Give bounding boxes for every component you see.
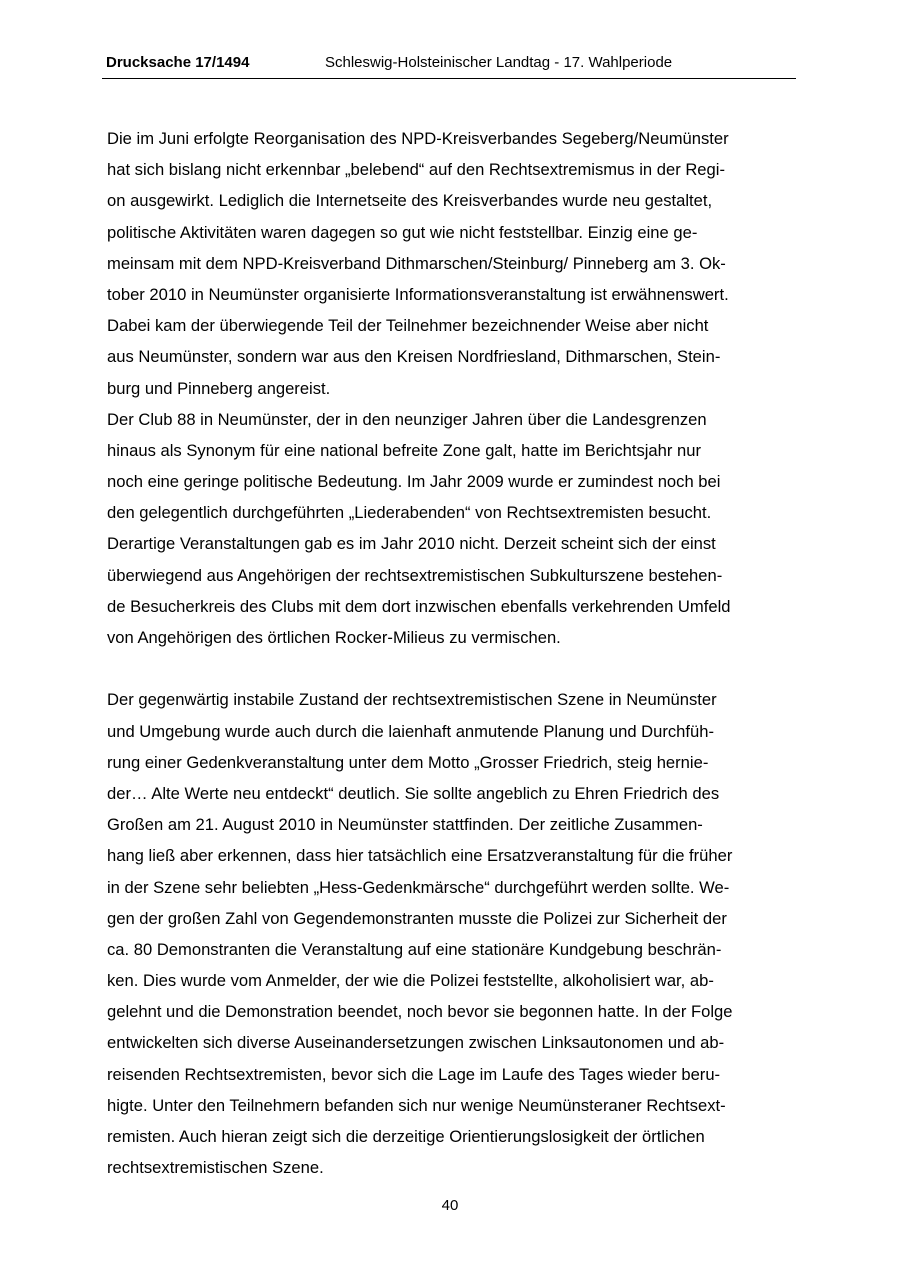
text-line: den gelegentlich durchgeführten „Liederabenden“ von Rechtsextremisten besucht.: [107, 503, 712, 523]
text-line: in der Szene sehr beliebten „Hess-Gedenkmärsche“ durchgeführt werden sollte. We-: [107, 877, 730, 897]
text-line: von Angehörigen des örtlichen Rocker-Milieus zu vermischen.: [107, 628, 561, 647]
text-line: hang ließ aber erkennen, dass hier tatsächlich eine Ersatzveranstaltung für die früher: [107, 846, 733, 866]
text-line: higte. Unter den Teilnehmern befanden sich nur wenige Neumünsteraner Rechtsext-: [107, 1095, 726, 1115]
text-line: Derartige Veranstaltungen gab es im Jahr 2010 nicht. Derzeit scheint sich der einst: [107, 534, 716, 554]
text-line: tober 2010 in Neumünster organisierte Informationsveranstaltung ist erwähnenswert.: [107, 284, 729, 304]
page-number: 40: [441, 1197, 459, 1214]
text-line: der… Alte Werte neu entdeckt“ deutlich. Sie sollte angeblich zu Ehren Friedrich des: [107, 783, 720, 803]
text-line: rechtsextremistischen Szene.: [107, 1158, 324, 1178]
text-line: hinaus als Synonym für eine national befreite Zone galt, hatte im Berichtsjahr nur: [107, 440, 702, 460]
body-text: [107, 123, 797, 1183]
text-line: hat sich bislang nicht erkennbar „belebend“ auf den Rechtsextremismus in der Regi-: [107, 160, 725, 180]
text-line: entwickelten sich diverse Auseinandersetzungen zwischen Linksautonomen und ab-: [107, 1033, 725, 1053]
text-line: Dabei kam der überwiegende Teil der Teilnehmer bezeichnender Weise aber nicht: [107, 316, 709, 336]
page-header: [102, 52, 796, 79]
text-line: politische Aktivitäten waren dagegen so gut wie nicht feststellbar. Einzig eine ge-: [107, 222, 698, 242]
text-line: überwiegend aus Angehörigen der rechtsextremistischen Subkulturszene bestehen-: [107, 565, 723, 585]
text-line: burg und Pinneberg angereist.: [107, 378, 331, 398]
text-line: meinsam mit dem NPD-Kreisverband Dithmarschen/Steinburg/ Pinneberg am 3. Ok-: [107, 253, 726, 273]
text-line: Die im Juni erfolgte Reorganisation des NPD-Kreisverbandes Segeberg/Neumünster: [107, 129, 729, 148]
text-line: on ausgewirkt. Lediglich die Internetseite des Kreisverbandes wurde neu gestaltet,: [107, 191, 713, 211]
paragraph-club-88: [107, 404, 797, 654]
text-line: ca. 80 Demonstranten die Veranstaltung auf eine stationäre Kundgebung beschrän-: [107, 939, 722, 959]
text-line: noch eine geringe politische Bedeutung. Im Jahr 2009 wurde er zumindest noch bei: [107, 472, 721, 492]
text-line: Großen am 21. August 2010 in Neumünster stattfinden. Der zeitliche Zusammen-: [107, 815, 703, 835]
text-line: gen der großen Zahl von Gegendemonstranten musste die Polizei zur Sicherheit der: [107, 908, 727, 928]
document-title: Schleswig-Holsteinischer Landtag - 17. Wahlperiode: [325, 54, 673, 71]
document-number: Drucksache 17/1494: [106, 54, 250, 71]
paragraph-npd-kreisverband: [107, 123, 797, 404]
text-line: Der gegenwärtig instabile Zustand der rechtsextremistischen Szene in Neumünster: [107, 690, 717, 710]
text-line: aus Neumünster, sondern war aus den Kreisen Nordfriesland, Dithmarschen, Stein-: [107, 347, 721, 367]
text-line: rung einer Gedenkveranstaltung unter dem Motto „Grosser Friedrich, steig hernie-: [107, 752, 709, 772]
text-line: Der Club 88 in Neumünster, der in den neunziger Jahren über die Landesgrenzen: [107, 409, 707, 429]
text-line: de Besucherkreis des Clubs mit dem dort inzwischen ebenfalls verkehrenden Umfeld: [107, 596, 731, 616]
text-line: remisten. Auch hieran zeigt sich die derzeitige Orientierungslosigkeit der örtlichen: [107, 1127, 705, 1146]
text-line: und Umgebung wurde auch durch die laienhaft anmutende Planung und Durchfüh-: [107, 721, 715, 741]
text-line: ken. Dies wurde vom Anmelder, der wie die Polizei feststellte, alkoholisiert war, ab-: [107, 971, 714, 991]
paragraph-gap: [107, 653, 797, 684]
text-line: gelehnt und die Demonstration beendet, noch bevor sie begonnen hatte. In der Folge: [107, 1002, 733, 1022]
paragraph-gedenkveranstaltung: [107, 684, 797, 1183]
text-line: reisenden Rechtsextremisten, bevor sich die Lage im Laufe des Tages wieder beru-: [107, 1064, 721, 1084]
